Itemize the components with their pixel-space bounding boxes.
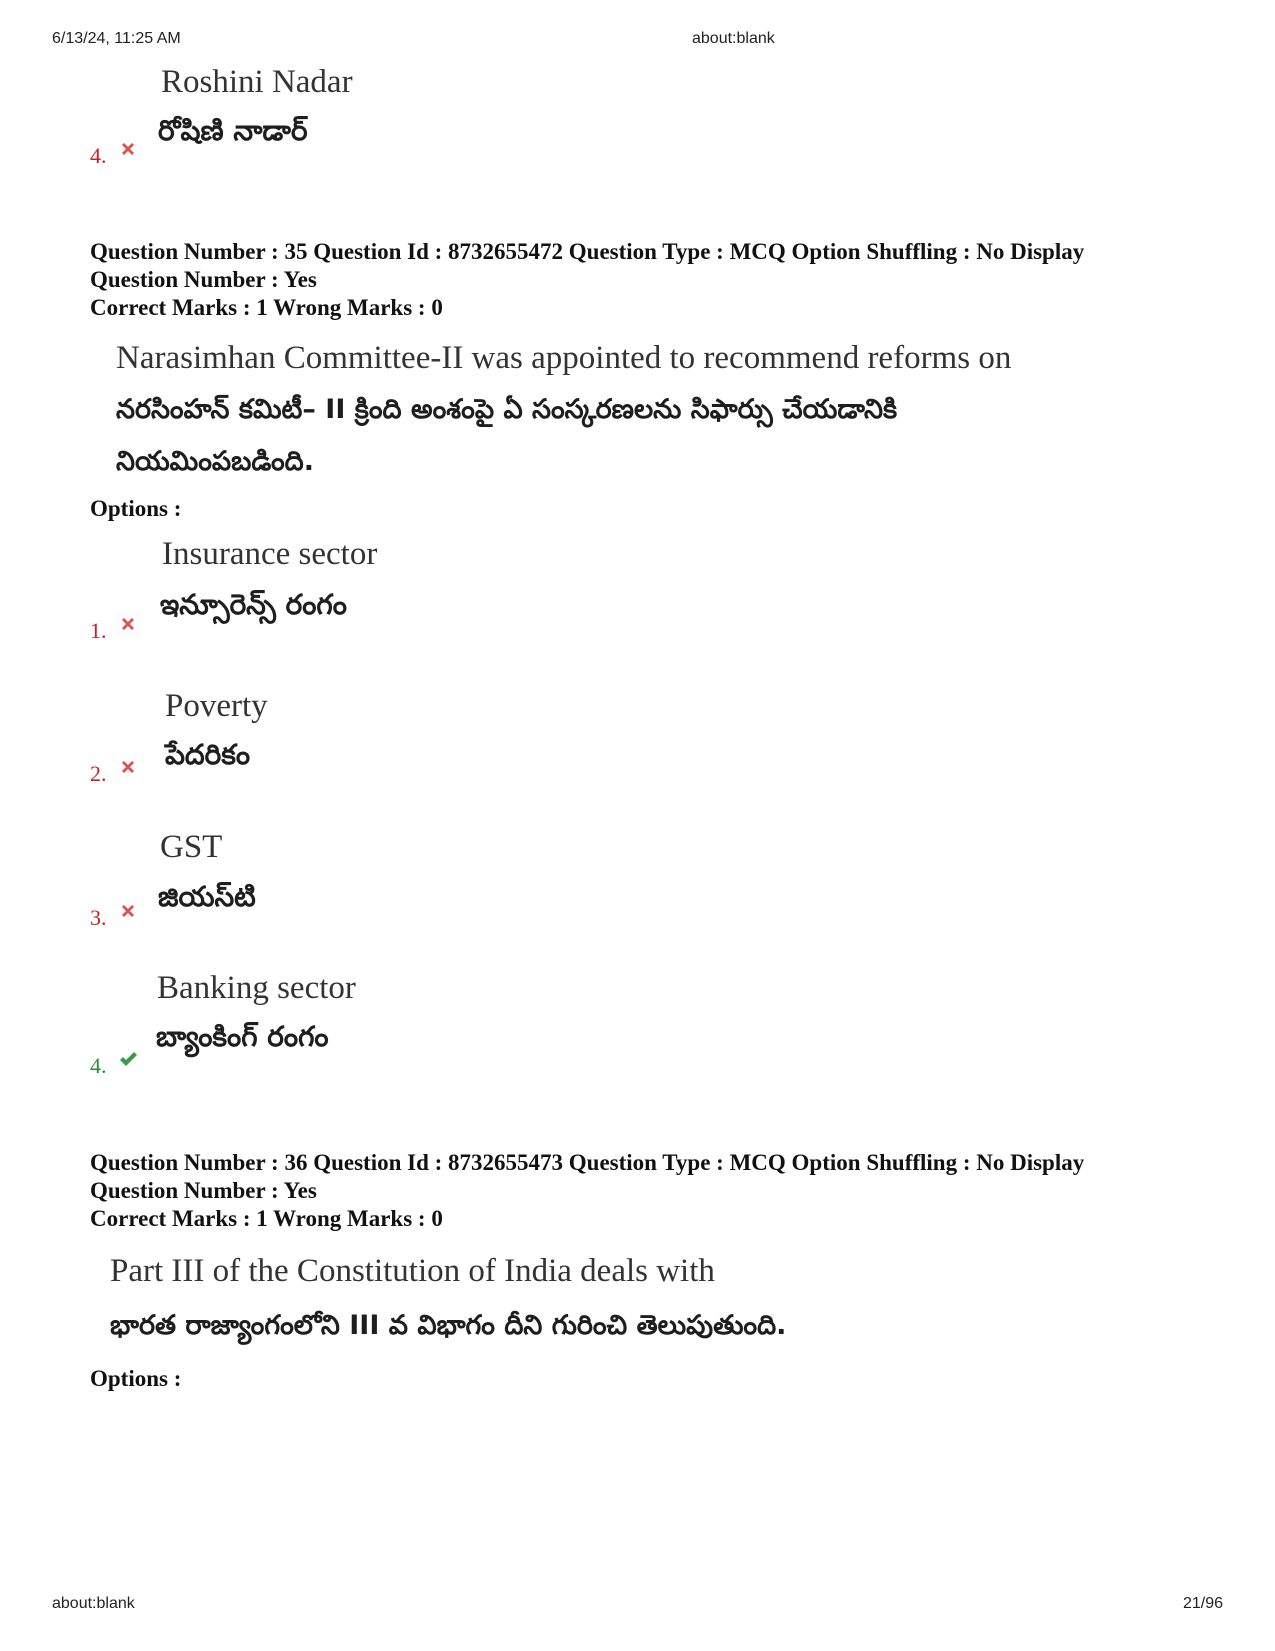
q35-question-telugu-line1: నరసింహన్ కమిటీ– II క్రింది అంశంపై ఏ సంస్కరణలను సిఫార్సు చేయడానికి bbox=[116, 394, 898, 425]
q36-meta-line1: Question Number : 36 Question Id : 8732655473 Question Type : MCQ Option Shuffling : No Display bbox=[90, 1150, 1085, 1175]
print-page-number: 21/96 bbox=[1182, 1595, 1223, 1612]
q36-marks: Correct Marks : 1 Wrong Marks : 0 bbox=[90, 1206, 443, 1231]
print-header bbox=[52, 30, 1223, 50]
q35-meta-line1: Question Number : 35 Question Id : 8732655472 Question Type : MCQ Option Shuffling : No Display bbox=[90, 239, 1085, 264]
prev-option-4-english: Roshini Nadar bbox=[161, 64, 353, 100]
q35-option-2-telugu: పేదరికం bbox=[165, 738, 251, 771]
prev-option-4-number bbox=[90, 143, 138, 169]
q35-option-1-telugu: ఇన్సూరెన్స్ రంగం bbox=[160, 588, 347, 621]
wrong-cross-icon bbox=[118, 901, 138, 921]
wrong-cross-icon bbox=[118, 757, 138, 777]
q36-meta-line2: Question Number : Yes bbox=[90, 1178, 317, 1203]
q36-meta bbox=[90, 1149, 1084, 1205]
q35-options-label: Options : bbox=[90, 496, 182, 521]
option-number-text: 3. bbox=[90, 905, 107, 930]
q35-meta bbox=[90, 238, 1084, 294]
print-page-title: about:blank bbox=[692, 30, 775, 47]
q36-question-english: Part III of the Constitution of India deals with bbox=[110, 1253, 715, 1289]
q35-option-1-number bbox=[90, 618, 138, 644]
correct-check-icon bbox=[118, 1049, 138, 1069]
q35-option-3-english: GST bbox=[160, 829, 223, 865]
option-number-text: 4. bbox=[90, 1053, 107, 1078]
q35-option-4-telugu: బ్యాంకింగ్ రంగం bbox=[156, 1020, 329, 1053]
print-datetime: 6/13/24, 11:25 AM bbox=[52, 30, 181, 47]
wrong-cross-icon bbox=[118, 614, 138, 634]
option-number-text: 4. bbox=[90, 143, 107, 168]
q35-option-3-telugu: జియస్‌టి bbox=[158, 880, 256, 913]
q35-question-telugu-line2: నియమింపబడింది. bbox=[116, 446, 314, 477]
q35-meta-line2: Question Number : Yes bbox=[90, 267, 317, 292]
q35-option-3-number bbox=[90, 905, 138, 931]
print-footer-url: about:blank bbox=[52, 1595, 135, 1612]
q35-question-english: Narasimhan Committee-II was appointed to recommend reforms on bbox=[116, 340, 1012, 376]
q36-options-label: Options : bbox=[90, 1366, 182, 1391]
q35-option-2-number bbox=[90, 761, 138, 787]
q36-question-telugu: భారత రాజ్యాంగంలోని III వ విభాగం దీని గురించి తెలుపుతుంది. bbox=[110, 1310, 787, 1341]
wrong-cross-icon bbox=[118, 139, 138, 159]
q35-option-2-english: Poverty bbox=[165, 688, 268, 724]
q35-marks: Correct Marks : 1 Wrong Marks : 0 bbox=[90, 295, 443, 320]
option-number-text: 2. bbox=[90, 761, 107, 786]
q35-option-4-number bbox=[90, 1053, 138, 1079]
print-footer bbox=[52, 1595, 1223, 1615]
option-number-text: 1. bbox=[90, 618, 107, 643]
q35-option-1-english: Insurance sector bbox=[162, 536, 378, 572]
q35-option-4-english: Banking sector bbox=[157, 970, 356, 1006]
prev-option-4-telugu: రోషిణి నాడార్ bbox=[158, 114, 308, 147]
